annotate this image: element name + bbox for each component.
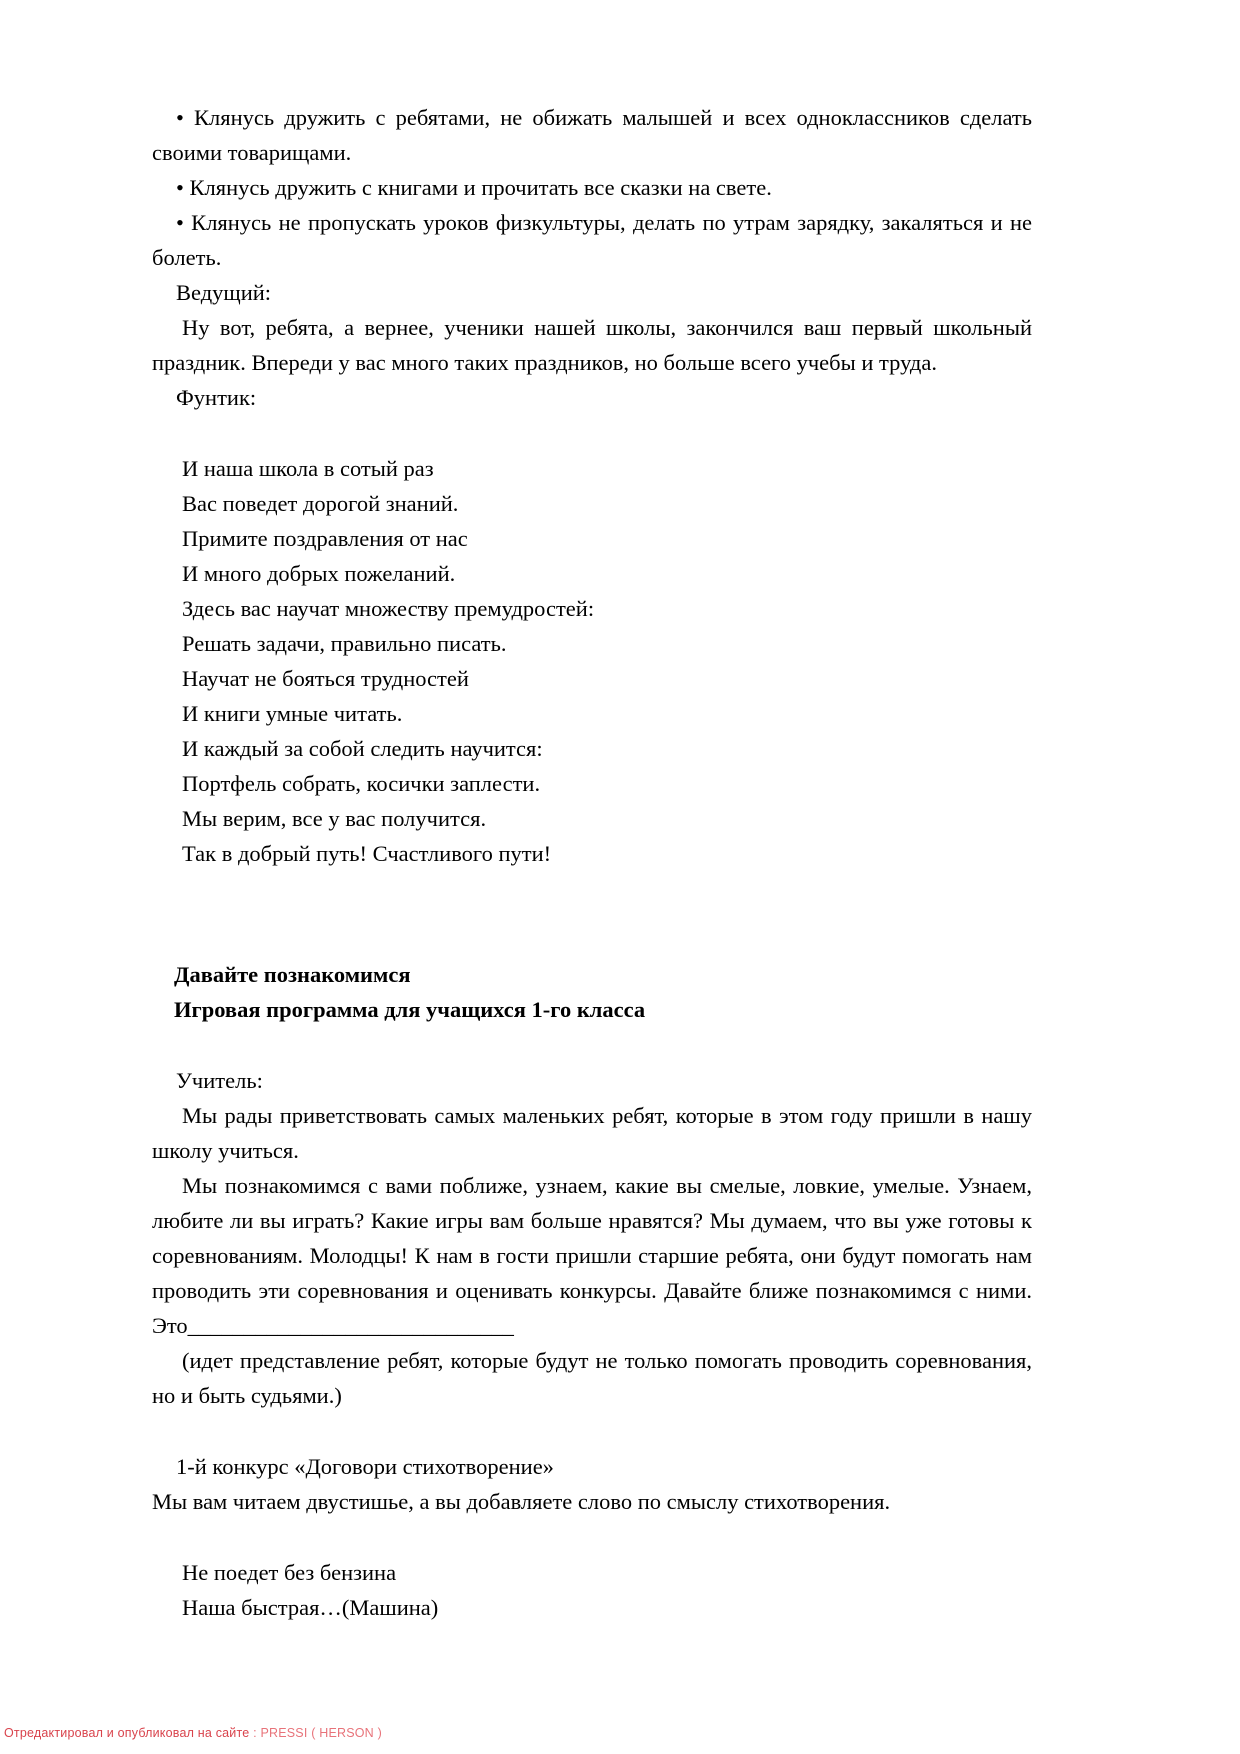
host-speech: Ну вот, ребята, а вернее, ученики нашей школы, закончился ваш первый школьный праздник. Впереди у вас много таких праздников, но больше всего учебы и труда. <box>152 315 1032 375</box>
host-label: Ведущий: <box>176 280 272 305</box>
poem-line-9: И каждый за собой следить научится: <box>182 736 543 761</box>
poem-line-3: Примите поздравления от нас <box>182 526 468 551</box>
poem-line-10: Портфель собрать, косички заплести. <box>182 771 541 796</box>
poem-line-12: Так в добрый путь! Счастливого пути! <box>182 841 552 866</box>
funtik-poem <box>152 451 1032 871</box>
section-heading-secondary: Игровая программа для учащихся 1-го класса <box>174 997 646 1022</box>
spacer-before-poem <box>152 415 1032 451</box>
oath-bullet-1: • Клянусь дружить с ребятами, не обижать малышей и всех одноклассников сделать своими товарищами. <box>152 105 1032 165</box>
poem-line-6: Решать задачи, правильно писать. <box>182 631 507 656</box>
funtik-label: Фунтик: <box>176 385 257 410</box>
spacer-before-riddle <box>152 1519 1032 1555</box>
teacher-speech-2: Мы познакомимся с вами поближе, узнаем, какие вы смелые, ловкие, умелые. Узнаем, любите ли вы играть? Какие игры вам больше нравятся? Мы думаем, что вы уже готовы к соревнованиям. Молодцы! К нам в гости пришли старшие ребята, они будут помогать нам проводить эти соревнования и оценивать конкурсы. Давайте ближе познакомимся с ними. Это_____________________________ <box>152 1173 1032 1338</box>
document-body <box>152 100 1032 1625</box>
teacher-speech-1: Мы рады приветствовать самых маленьких ребят, которые в этом году пришли в нашу школу учиться. <box>152 1103 1032 1163</box>
spacer-before-contest <box>152 1413 1032 1449</box>
poem-line-4: И много добрых пожеланий. <box>182 561 456 586</box>
stage-direction: (идет представление ребят, которые будут не только помогать проводить соревнования, но и быть судьями.) <box>152 1348 1032 1408</box>
contest-title: 1-й конкурс «Договори стихотворение» <box>176 1454 554 1479</box>
poem-line-1: И наша школа в сотый раз <box>182 456 434 481</box>
footer-prefix: Отредактировал и опубликовал на сайте <box>4 1726 250 1740</box>
contest-rules: Мы вам читаем двустишье, а вы добавляете слово по смыслу стихотворения. <box>152 1489 891 1514</box>
poem-line-11: Мы верим, все у вас получится. <box>182 806 487 831</box>
teacher-label: Учитель: <box>176 1068 263 1093</box>
poem-line-5: Здесь вас научат множеству премудростей: <box>182 596 595 621</box>
poem-line-7: Научат не бояться трудностей <box>182 666 469 691</box>
spacer-after-heading <box>152 1027 1032 1063</box>
section-heading-primary: Давайте познакомимся <box>174 962 411 987</box>
footer-separator: : <box>249 1726 261 1740</box>
oath-bullet-2: • Клянусь дружить с книгами и прочитать все сказки на свете. <box>176 175 772 200</box>
publisher-footer <box>4 1726 382 1740</box>
riddle-line-2: Наша быстрая…(Машина) <box>182 1595 439 1620</box>
oath-bullet-3: • Клянусь не пропускать уроков физкультуры, делать по утрам зарядку, закаляться и не болеть. <box>152 210 1032 270</box>
riddle-block <box>152 1555 1032 1625</box>
poem-line-8: И книги умные читать. <box>182 701 403 726</box>
riddle-line-1: Не поедет без бензина <box>182 1560 397 1585</box>
poem-line-2: Вас поведет дорогой знаний. <box>182 491 459 516</box>
footer-site: PRESSI ( HERSON ) <box>260 1726 382 1740</box>
spacer-before-heading <box>152 871 1032 957</box>
